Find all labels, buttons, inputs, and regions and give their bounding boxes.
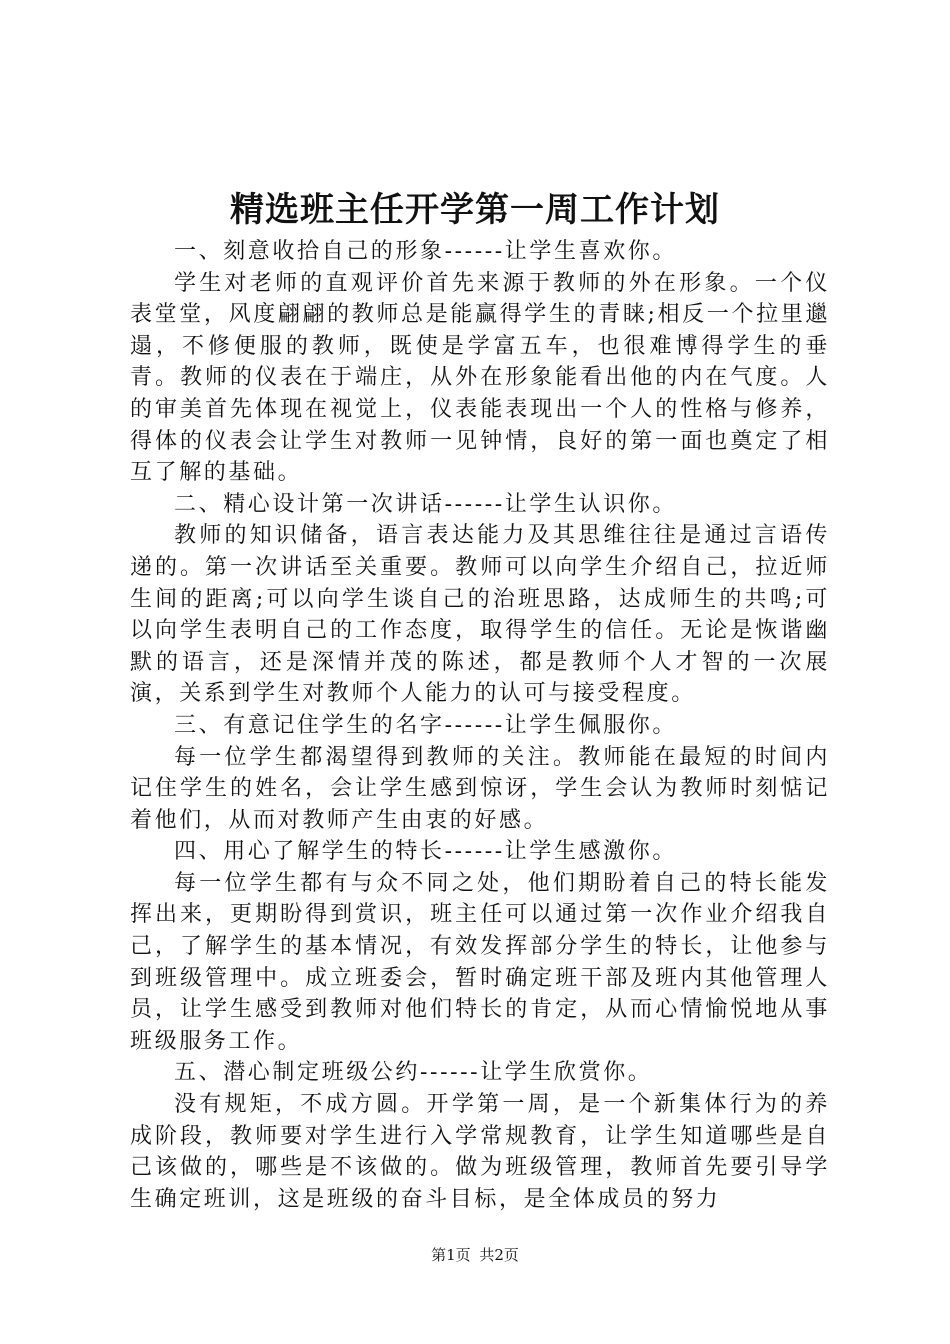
section-heading-2: 二、精心设计第一次讲话------让学生认识你。 xyxy=(174,491,678,517)
paragraph-4: 每一位学生都有与众不同之处，他们期盼着自己的特长能发挥出来，更期盼得到赏识，班主任可以通过第一次作业介绍我自己，了解学生的基本情况，有效发挥部分学生的特长，让他参与到班级管理中。成立班委会，暂时确定班干部及班内其他管理人员，让学生感受到教师对他们特长的肯定，从而心情愉悦地从事班级服务工作。 xyxy=(130,870,830,1054)
document-body xyxy=(130,236,830,1215)
paragraph-3: 每一位学生都渴望得到教师的关注。教师能在最短的时间内记住学生的姓名，会让学生感到惊讶，学生会认为教师时刻惦记着他们，从而对教师产生由衷的好感。 xyxy=(130,744,830,833)
paragraph-5: 没有规矩，不成方圆。开学第一周，是一个新集体行为的养成阶段，教师要对学生进行入学常规教育，让学生知道哪些是自己该做的，哪些是不该做的。做为班级管理，教师首先要引导学生确定班训，这是班级的奋斗目标，是全体成员的努力 xyxy=(130,1092,830,1212)
section-heading-1: 一、刻意收拾自己的形象------让学生喜欢你。 xyxy=(174,239,678,264)
section-heading-3: 三、有意记住学生的名字------让学生佩服你。 xyxy=(174,712,678,738)
paragraph-2: 教师的知识储备，语言表达能力及其思维往往是通过言语传递的。第一次讲话至关重要。教师可以向学生介绍自己，拉近师生间的距离;可以向学生谈自己的治班思路，达成师生的共鸣;可以向学生表明自己的工作态度，取得学生的信任。无论是恢谐幽默的语言，还是深情并茂的陈述，都是教师个人才智的一次展演，关系到学生对教师个人能力的认可与接受程度。 xyxy=(130,523,830,707)
page-number: 第1页 xyxy=(431,1246,471,1264)
section-heading-5: 五、潜心制定班级公约------让学生欣赏你。 xyxy=(174,1060,653,1086)
document-title: 精选班主任开学第一周工作计划 xyxy=(230,190,720,230)
section-heading-4: 四、用心了解学生的特长------让学生感激你。 xyxy=(174,839,678,865)
paragraph-1: 学生对老师的直观评价首先来源于教师的外在形象。一个仪表堂堂，风度翩翩的教师总是能赢得学生的青睐;相反一个拉里邋遢，不修便服的教师，既使是学富五车，也很难博得学生的垂青。教师的仪表在于端庄，从外在形象能看出他的内在气度。人的审美首先体现在视觉上，仪表能表现出一个人的性格与修养，得体的仪表会让学生对教师一见钟情，良好的第一面也奠定了相互了解的基础。 xyxy=(130,270,830,486)
page-total: 共2页 xyxy=(479,1246,519,1264)
page-footer xyxy=(0,1244,950,1266)
